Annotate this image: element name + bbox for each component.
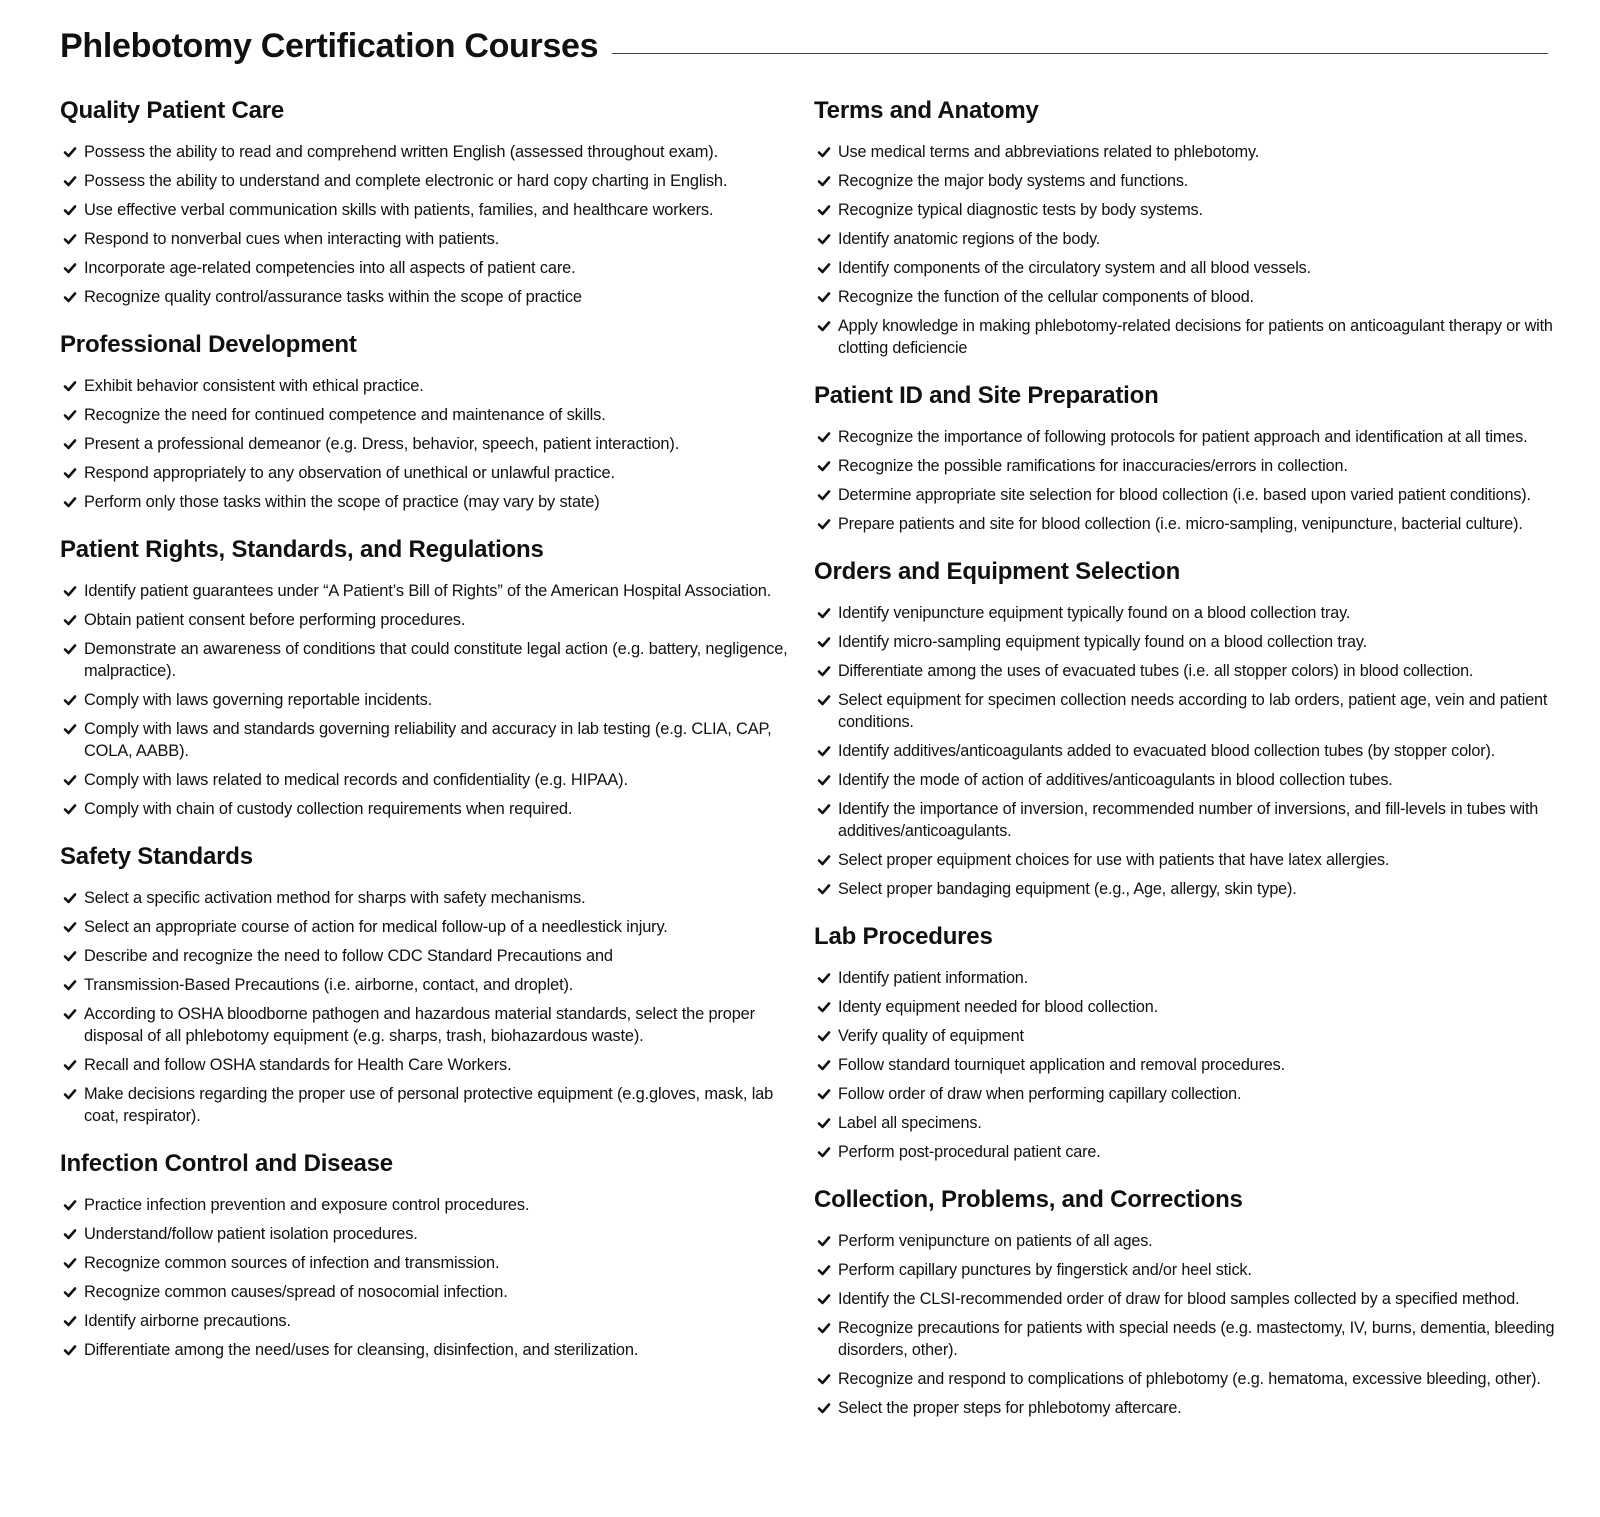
list-item-text: Identify the importance of inversion, recommended number of inversions, and fill-levels in tubes with additives/anticoagulants. (838, 800, 1539, 840)
list-item-text: Describe and recognize the need to follow CDC Standard Precautions and (84, 947, 613, 965)
list-item (60, 1339, 790, 1361)
checkmark-icon (63, 1198, 77, 1212)
list-item (60, 257, 790, 279)
list-item (814, 660, 1584, 682)
list-item-text: Comply with laws and standards governing reliability and accuracy in lab testing (e.g. CLIA, CAP, COLA, AABB). (84, 720, 772, 760)
list-item-text: Recall and follow OSHA standards for Health Care Workers. (84, 1056, 512, 1074)
list-item-text: Use medical terms and abbreviations related to phlebotomy. (838, 143, 1260, 161)
section-lab-procedures (814, 922, 1584, 1163)
section-patient-rights-standards-and-regulations (60, 535, 790, 820)
list-item (60, 887, 790, 909)
section-title: Terms and Anatomy (814, 97, 1039, 124)
section-title: Infection Control and Disease (60, 1150, 393, 1177)
list-item (60, 375, 790, 397)
section-title: Collection, Problems, and Corrections (814, 1186, 1243, 1213)
checkmark-icon (817, 882, 831, 896)
list-item (60, 769, 790, 791)
list-item-text: Recognize the function of the cellular components of blood. (838, 288, 1254, 306)
checklist (60, 141, 790, 308)
list-item-text: Identify components of the circulatory system and all blood vessels. (838, 259, 1311, 277)
list-item-text: Perform post-procedural patient care. (838, 1143, 1101, 1161)
list-item-text: Identify venipuncture equipment typically found on a blood collection tray. (838, 604, 1351, 622)
section-title: Quality Patient Care (60, 97, 285, 124)
list-item-text: Select a specific activation method for sharps with safety mechanisms. (84, 889, 586, 907)
checkmark-icon (817, 802, 831, 816)
list-item-text: Identify anatomic regions of the body. (838, 230, 1101, 248)
checkmark-icon (817, 606, 831, 620)
list-item-text: Recognize the possible ramifications for inaccuracies/errors in collection. (838, 457, 1348, 475)
list-item (814, 878, 1584, 900)
list-item (60, 433, 790, 455)
list-item-text: Use effective verbal communication skills with patients, families, and healthcare workers. (84, 201, 714, 219)
list-item-text: Demonstrate an awareness of conditions that could constitute legal action (e.g. battery, negligence, malpractice). (84, 640, 788, 680)
checklist (60, 375, 790, 513)
checkmark-icon (817, 319, 831, 333)
list-item-text: Follow standard tourniquet application and removal procedures. (838, 1056, 1285, 1074)
list-item-text: According to OSHA bloodborne pathogen and hazardous material standards, select the proper disposal of all phlebotomy equipment (e.g. sharps, trash, biohazardous waste). (84, 1005, 755, 1045)
list-item (814, 141, 1584, 163)
list-item-text: Identify patient guarantees under “A Patient’s Bill of Rights” of the American Hospital Association. (84, 582, 772, 600)
checkmark-icon (63, 949, 77, 963)
list-item-text: Identify airborne precautions. (84, 1312, 291, 1330)
list-item-text: Recognize the importance of following protocols for patient approach and identification at all times. (838, 428, 1528, 446)
checklist (814, 426, 1584, 535)
checkmark-icon (817, 971, 831, 985)
list-item-text: Perform capillary punctures by fingerstick and/or heel stick. (838, 1261, 1252, 1279)
list-item (814, 257, 1584, 279)
checkmark-icon (817, 635, 831, 649)
list-item (814, 1025, 1584, 1047)
checklist (814, 602, 1584, 900)
list-item (60, 945, 790, 967)
checkmark-icon (817, 232, 831, 246)
list-item (60, 689, 790, 711)
checkmark-icon (817, 488, 831, 502)
checkmark-icon (63, 613, 77, 627)
list-item (814, 1259, 1584, 1281)
list-item-text: Perform venipuncture on patients of all ages. (838, 1232, 1153, 1250)
list-item-text: Select the proper steps for phlebotomy aftercare. (838, 1399, 1182, 1417)
list-item-text: Make decisions regarding the proper use of personal protective equipment (e.g.gloves, mask, lab coat, respirator). (84, 1085, 774, 1125)
checklist (60, 887, 790, 1127)
list-item (60, 170, 790, 192)
section-title: Safety Standards (60, 843, 253, 870)
list-item (60, 199, 790, 221)
list-item-text: Respond to nonverbal cues when interacting with patients. (84, 230, 500, 248)
list-item-text: Select equipment for specimen collection needs according to lab orders, patient age, vein and patient conditions. (838, 691, 1548, 731)
list-item (60, 1223, 790, 1245)
list-item-text: Identy equipment needed for blood collection. (838, 998, 1158, 1016)
section-orders-and-equipment-selection (814, 557, 1584, 900)
list-item (60, 462, 790, 484)
list-item (814, 170, 1584, 192)
list-item (814, 689, 1584, 733)
checkmark-icon (817, 430, 831, 444)
checkmark-icon (817, 1087, 831, 1101)
checkmark-icon (817, 1058, 831, 1072)
list-item (814, 286, 1584, 308)
list-item-text: Respond appropriately to any observation of unethical or unlawful practice. (84, 464, 615, 482)
checkmark-icon (63, 802, 77, 816)
list-item-text: Select proper equipment choices for use with patients that have latex allergies. (838, 851, 1390, 869)
checklist (814, 1230, 1584, 1419)
list-item-text: Prepare patients and site for blood collection (i.e. micro-sampling, venipuncture, bacterial culture). (838, 515, 1523, 533)
section-infection-control-and-disease (60, 1149, 790, 1361)
list-item-text: Label all specimens. (838, 1114, 982, 1132)
list-item (814, 769, 1584, 791)
list-item-text: Perform only those tasks within the scope of practice (may vary by state) (84, 493, 600, 511)
list-item (814, 602, 1584, 624)
list-item-text: Identify additives/anticoagulants added to evacuated blood collection tubes (by stopper color). (838, 742, 1496, 760)
checkmark-icon (817, 1145, 831, 1159)
list-item-text: Understand/follow patient isolation procedures. (84, 1225, 418, 1243)
list-item (814, 1288, 1584, 1310)
checkmark-icon (63, 978, 77, 992)
list-item (814, 1230, 1584, 1252)
list-item-text: Comply with laws related to medical records and confidentiality (e.g. HIPAA). (84, 771, 628, 789)
checkmark-icon (63, 261, 77, 275)
checkmark-icon (817, 1116, 831, 1130)
checkmark-icon (63, 1058, 77, 1072)
checkmark-icon (817, 174, 831, 188)
list-item-text: Recognize typical diagnostic tests by body systems. (838, 201, 1203, 219)
section-title: Lab Procedures (814, 923, 993, 950)
list-item (60, 141, 790, 163)
list-item-text: Select an appropriate course of action for medical follow-up of a needlestick injury. (84, 918, 668, 936)
checkmark-icon (817, 517, 831, 531)
list-item (60, 1083, 790, 1127)
list-item (814, 1397, 1584, 1419)
list-item-text: Follow order of draw when performing capillary collection. (838, 1085, 1242, 1103)
list-item-text: Recognize common causes/spread of nosocomial infection. (84, 1283, 508, 1301)
list-item (814, 849, 1584, 871)
list-item (60, 228, 790, 250)
list-item (814, 1317, 1584, 1361)
list-item (60, 1310, 790, 1332)
list-item-text: Recognize common sources of infection and transmission. (84, 1254, 500, 1272)
list-item (814, 1112, 1584, 1134)
checkmark-icon (817, 1372, 831, 1386)
list-item-text: Recognize quality control/assurance tasks within the scope of practice (84, 288, 582, 306)
checkmark-icon (817, 1234, 831, 1248)
list-item (814, 740, 1584, 762)
section-quality-patient-care (60, 96, 790, 308)
checkmark-icon (817, 1029, 831, 1043)
list-item (814, 455, 1584, 477)
list-item (814, 1054, 1584, 1076)
checkmark-icon (63, 642, 77, 656)
list-item (814, 315, 1584, 359)
title-divider (612, 53, 1548, 54)
list-item (60, 1194, 790, 1216)
checkmark-icon (63, 174, 77, 188)
list-item-text: Apply knowledge in making phlebotomy-related decisions for patients on anticoagulant therapy or with clotting deficiencie (838, 317, 1553, 357)
checkmark-icon (817, 459, 831, 473)
checkmark-icon (63, 466, 77, 480)
section-title: Professional Development (60, 331, 357, 358)
list-item (60, 638, 790, 682)
list-item-text: Exhibit behavior consistent with ethical practice. (84, 377, 424, 395)
section-collection-problems-and-corrections (814, 1185, 1584, 1419)
checkmark-icon (817, 664, 831, 678)
list-item (60, 974, 790, 996)
list-item (814, 426, 1584, 448)
list-item-text: Recognize and respond to complications of phlebotomy (e.g. hematoma, excessive bleeding, other). (838, 1370, 1541, 1388)
list-item-text: Verify quality of equipment (838, 1027, 1024, 1045)
list-item-text: Incorporate age-related competencies into all aspects of patient care. (84, 259, 576, 277)
checkmark-icon (63, 1314, 77, 1328)
checkmark-icon (63, 1087, 77, 1101)
checkmark-icon (63, 1007, 77, 1021)
list-item (814, 967, 1584, 989)
checkmark-icon (63, 203, 77, 217)
section-title: Patient Rights, Standards, and Regulations (60, 536, 544, 563)
list-item-text: Differentiate among the uses of evacuated tubes (i.e. all stopper colors) in blood collection. (838, 662, 1474, 680)
checkmark-icon (63, 1256, 77, 1270)
checkmark-icon (817, 1292, 831, 1306)
list-item (814, 513, 1584, 535)
list-item-text: Identify the mode of action of additives/anticoagulants in blood collection tubes. (838, 771, 1393, 789)
section-professional-development (60, 330, 790, 513)
checkmark-icon (817, 1401, 831, 1415)
checkmark-icon (63, 408, 77, 422)
checkmark-icon (63, 290, 77, 304)
list-item-text: Identify micro-sampling equipment typically found on a blood collection tray. (838, 633, 1367, 651)
list-item (60, 1054, 790, 1076)
list-item (814, 199, 1584, 221)
list-item (60, 609, 790, 631)
list-item-text: Obtain patient consent before performing procedures. (84, 611, 466, 629)
list-item (60, 580, 790, 602)
checkmark-icon (63, 1227, 77, 1241)
checklist (814, 141, 1584, 359)
left-column (60, 96, 790, 1383)
list-item (60, 1252, 790, 1274)
checklist (60, 1194, 790, 1361)
list-item-text: Identify the CLSI-recommended order of draw for blood samples collected by a specified method. (838, 1290, 1520, 1308)
list-item (814, 631, 1584, 653)
list-item (60, 916, 790, 938)
checkmark-icon (817, 853, 831, 867)
checkmark-icon (817, 744, 831, 758)
list-item-text: Possess the ability to understand and complete electronic or hard copy charting in English. (84, 172, 728, 190)
checklist (814, 967, 1584, 1163)
list-item-text: Differentiate among the need/uses for cleansing, disinfection, and sterilization. (84, 1341, 639, 1359)
right-column (814, 96, 1584, 1441)
checkmark-icon (817, 1321, 831, 1335)
checkmark-icon (63, 693, 77, 707)
section-patient-id-and-site-preparation (814, 381, 1584, 535)
checkmark-icon (63, 891, 77, 905)
list-item-text: Recognize the need for continued competence and maintenance of skills. (84, 406, 606, 424)
checkmark-icon (63, 379, 77, 393)
section-title: Orders and Equipment Selection (814, 558, 1181, 585)
list-item-text: Possess the ability to read and comprehend written English (assessed throughout exam). (84, 143, 718, 161)
list-item (814, 228, 1584, 250)
checkmark-icon (63, 1285, 77, 1299)
list-item (814, 1141, 1584, 1163)
page-title: Phlebotomy Certification Courses (60, 27, 599, 65)
checkmark-icon (63, 232, 77, 246)
checkmark-icon (63, 920, 77, 934)
list-item (60, 798, 790, 820)
list-item-text: Identify patient information. (838, 969, 1029, 987)
checkmark-icon (817, 261, 831, 275)
checkmark-icon (817, 145, 831, 159)
section-terms-and-anatomy (814, 96, 1584, 359)
checkmark-icon (63, 722, 77, 736)
list-item (60, 718, 790, 762)
list-item (60, 286, 790, 308)
list-item-text: Recognize the major body systems and functions. (838, 172, 1189, 190)
checkmark-icon (63, 1343, 77, 1357)
checkmark-icon (817, 290, 831, 304)
checkmark-icon (63, 584, 77, 598)
section-title: Patient ID and Site Preparation (814, 382, 1159, 409)
list-item-text: Comply with chain of custody collection requirements when required. (84, 800, 573, 818)
list-item-text: Practice infection prevention and exposure control procedures. (84, 1196, 530, 1214)
list-item (60, 491, 790, 513)
section-safety-standards (60, 842, 790, 1127)
checkmark-icon (817, 773, 831, 787)
list-item (814, 1368, 1584, 1390)
checkmark-icon (63, 145, 77, 159)
list-item-text: Transmission-Based Precautions (i.e. airborne, contact, and droplet). (84, 976, 574, 994)
list-item (814, 996, 1584, 1018)
checkmark-icon (63, 773, 77, 787)
page-header (60, 18, 1548, 68)
list-item-text: Determine appropriate site selection for blood collection (i.e. based upon varied patient conditions). (838, 486, 1531, 504)
list-item (814, 1083, 1584, 1105)
list-item (60, 1281, 790, 1303)
list-item (814, 484, 1584, 506)
list-item (60, 1003, 790, 1047)
checklist (60, 580, 790, 820)
list-item-text: Recognize precautions for patients with special needs (e.g. mastectomy, IV, burns, dementia, bleeding disorders, other). (838, 1319, 1555, 1359)
checkmark-icon (817, 203, 831, 217)
list-item-text: Select proper bandaging equipment (e.g., Age, allergy, skin type). (838, 880, 1297, 898)
list-item (814, 798, 1584, 842)
list-item (60, 404, 790, 426)
checkmark-icon (63, 437, 77, 451)
checkmark-icon (63, 495, 77, 509)
list-item-text: Comply with laws governing reportable incidents. (84, 691, 433, 709)
list-item-text: Present a professional demeanor (e.g. Dress, behavior, speech, patient interaction). (84, 435, 680, 453)
checkmark-icon (817, 1000, 831, 1014)
checkmark-icon (817, 1263, 831, 1277)
checkmark-icon (817, 693, 831, 707)
